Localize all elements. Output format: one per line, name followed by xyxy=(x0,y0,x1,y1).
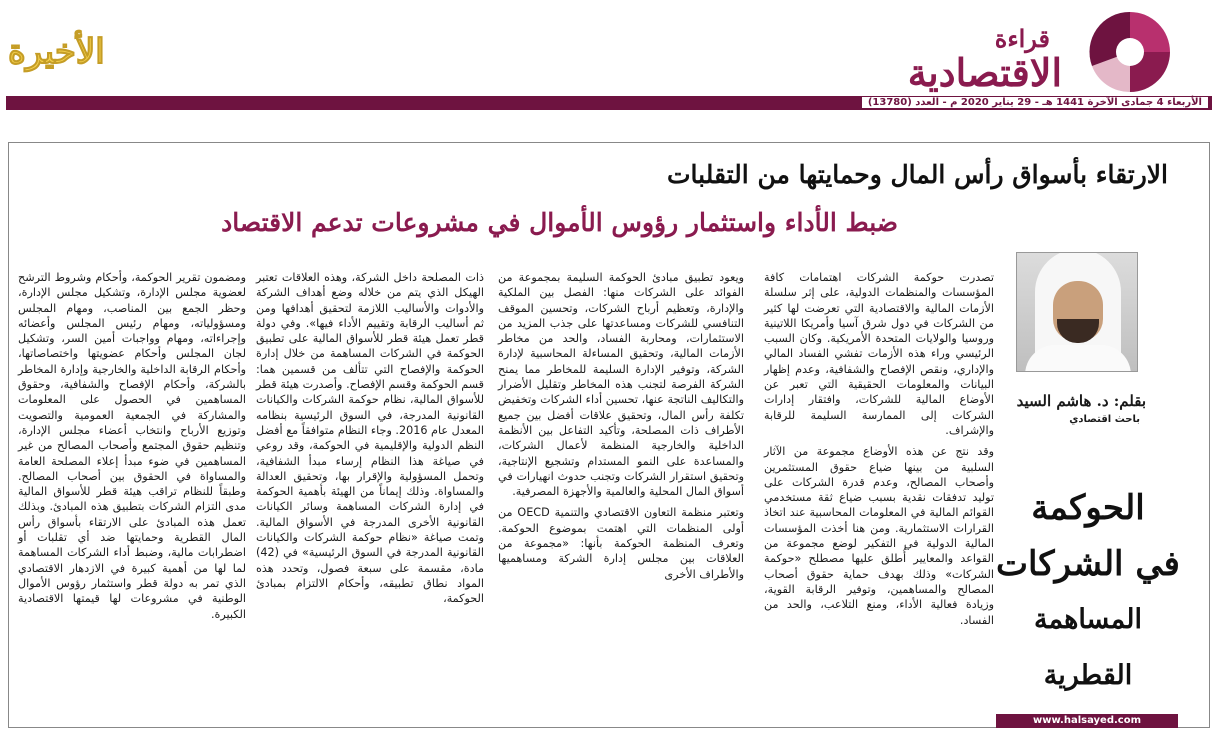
article-column-1 xyxy=(764,270,994,628)
brand-small-text: قراءة xyxy=(994,24,1050,53)
dateline-text: الأربعاء 4 جمادى الآخرة 1441 هـ - 29 يناير 2020 م - العدد (13780) xyxy=(862,97,1208,108)
byline: بقلم: د. هاشم السيد xyxy=(1016,392,1146,410)
author-photo-thobe xyxy=(1025,345,1131,372)
brand-block xyxy=(820,8,1190,96)
byline-role: باحث اقتصادي xyxy=(1069,414,1140,425)
pie-chart-logo-icon xyxy=(1070,8,1190,96)
sidebar-title-line-3: المساهمة القطرية xyxy=(1034,604,1142,691)
article-column-4 xyxy=(18,270,246,622)
column-2-paragraph-1: ويعود تطبيق مبادئ الحوكمة السليمة بمجموعة من الفوائد على الشركات منها: الفصل بين الملكية والإدارة، وتعظيم أرباح الشركات، وتحسين الموقف التنافسي للشركات ومساعدتها على جذب المزيد من الاستثمارات، ومحاربة الفساد، والحد من مخاطر الأزمات المالية، وتحقيق المساءلة المحاسبية لإدارة الشركة، وتوفير الإدارة السليمة للمخاطر مما يمنح الشركة الفرصة لتجنب هذه المخاطر وتقليل الأضرار والتكاليف الناتجة عنها، تحسين أداء الشركات وتخفيض تكلفة رأس المال، وتحقيق علاقات أفضل بين جميع الأطراف ذات المصلحة، وتأكيد التفاعل بين الأنظمة الداخلية والخارجية المنظمة لأعمال الشركات، والمساعدة على النمو المستدام وتشجيع الإنتاجية، وتحقيق استقرار الشركات وتجنب حدوث انهيارات في أسواق المال المحلية والعالمية والأجهزة المصرفية. xyxy=(498,271,744,499)
sidebar-title xyxy=(988,480,1188,704)
article-column-3 xyxy=(256,270,484,607)
dateline-bar xyxy=(6,96,1212,110)
section-label: الأخيرة xyxy=(8,32,105,72)
author-photo xyxy=(1016,252,1138,372)
column-3-paragraph-1: ذات المصلحة داخل الشركة، وهذه العلاقات تعتبر الهيكل الذي يتم من خلاله وضع أهداف الشركة والأدوات والأساليب اللازمة لتحقيق أهدافها ومن ثم أساليب الرقابة وتقييم الأداء فيها». وفي دولة قطر تعمل هيئة قطر للأسواق المالية على تطبيق الحوكمة في الشركات المساهمة من خلال إدارة الحوكمة والإفصاح التي تتألف من قسمين هما: قسم الحوكمة وقسم الإفصاح. وأصدرت هيئة قطر للأسواق المالية، نظام حوكمة الشركات والكيانات القانونية المدرجة، في السوق الرئيسية بنظامه المعدل عام 2016. وجاء النظام متوافقاً مع أفضل النظم الدولية والإقليمية في الحوكمة، وقد روعي في صياغة هذا النظام إرساء مبدأ الشفافية، وتحمل المسؤولية والإقرار بها، وتحقيق العدالة والمساواة. وذلك إيماناً من الهيئة بأهمية الحوكمة في إدارة الشركات المساهمة وسائر الكيانات القانونية الأخرى المدرجة في الأسواق المالية. وتمت صياغة «نظام حوكمة الشركات والكيانات القانونية المدرجة في السوق الرئيسية» في (42) مادة، مقسمة على سبعة فصول، وتحدد هذه المواد نطاق تطبيقه، وأحكام الالتزام بمبادئ الحوكمة، xyxy=(256,271,484,606)
page-header xyxy=(0,0,1218,118)
column-1-paragraph-1: تصدرت حوكمة الشركات اهتمامات كافة المؤسسات والمنظمات الدولية، على إثر سلسلة الأزمات المالية والاقتصادية التي تعرضت لها كثير من الشركات في دول شرق آسيا وأمريكا اللاتينية وروسيا والولايات المتحدة الأمريكية. وكان السبب الرئيسي وراء هذه الأزمات تفشي الفساد المالي والإداري، ونقص الإفصاح والشفافية، وعدم إظهار البيانات والمعلومات الحقيقية التي تعبر عن الأوضاع المالية للشركات، وافتقار إدارات الشركات إلى الممارسة السليمة للرقابة والإشراف. xyxy=(764,271,994,437)
column-1-paragraph-2: وقد نتج عن هذه الأوضاع مجموعة من الآثار السلبية من بينها ضياع حقوق المستثمرين وأصحاب المصالح، وعدم قدرة الشركات على توليد تدفقات نقدية بسبب ضياع ثقة مستخدمي القوائم المالية في المعلومات المحاسبية عند اتخاذ القرارات الاستثمارية. ومن هنا أخذت المؤسسات المالية الدولية في التفكير لوضع مجموعة من القواعد والمعايير أُطلق عليها مصطلح «حوكمة الشركات» وذلك بهدف حماية حقوق أصحاب المصالح والمساهمين، وتوفير الرقابة القوية، وزيادة فعالية الأداء، ومنع التلاعب، والحد من الفساد. xyxy=(764,445,994,627)
headline-primary: الارتقاء بأسواق رأس المال وحمايتها من التقلبات xyxy=(667,160,1168,189)
column-2-paragraph-2: وتعتبر منظمة التعاون الاقتصادي والتنمية OECD من أولى المنظمات التي اهتمت بموضوع الحوكمة. وتعرف المنظمة الحوكمة بأنها: «مجموعة من العلاقات بين مجلس إدارة الشركة ومساهميها والأطراف الأخرى xyxy=(498,506,744,581)
author-website-link[interactable]: www.halsayed.com xyxy=(996,714,1178,728)
headline-secondary: ضبط الأداء واستثمار رؤوس الأموال في مشروعات تدعم الاقتصاد xyxy=(221,208,898,237)
article-column-2 xyxy=(498,270,744,582)
brand-big-text: الاقتصادية xyxy=(907,50,1062,95)
column-4-paragraph-1: ومضمون تقرير الحوكمة، وأحكام وشروط الترشح لعضوية مجلس الإدارة، وتشكيل مجلس الإدارة، وحظر الجمع بين المناصب، ومهام المجلس ومسؤولياته، ومهام رئيس المجلس وأعضائه وإجراءاته، ومهام وواجبات أمين السر، وتشكيل لجان المجلس وأحكام عضويتها واختصاصاتها، وأحكام الرقابة الداخلية والخارجية وإدارة المخاطر بالشركة، وأحكام الإفصاح والشفافية، وحقوق المساهمين في الحصول على المعلومات والمشاركة في الجمعية العمومية والتصويت وتوزيع الأرباح وانتخاب أعضاء مجلس الإدارة، وتنظيم حقوق المجتمع وأصحاب المصالح من غير المساهمين في ضوء مبدأ إعلاء المصلحة العامة والمساواة في الحقوق بين أصحاب المصالح. وطبقاً للنظام تراقب هيئة قطر للأسواق المالية مدى التزام الشركات بتطبيق هذه المبادئ. وبذلك تعمل هذه المبادئ على الارتقاء بأسواق رأس المال القطرية وحمايتها ضد أي تقلبات أو اضطرابات مالية، وضبط أداء الشركات المساهمة لما لها من أهمية كبيرة في الازدهار الاقتصادي الذي تمر به دولة قطر واستثمار رؤوس الأموال الوطنية في مشروعات لها قيمتها الاقتصادية الكبيرة. xyxy=(18,271,246,621)
sidebar-title-line-2: في الشركات xyxy=(996,544,1180,584)
sidebar-title-line-1: الحوكمة xyxy=(1031,488,1145,528)
